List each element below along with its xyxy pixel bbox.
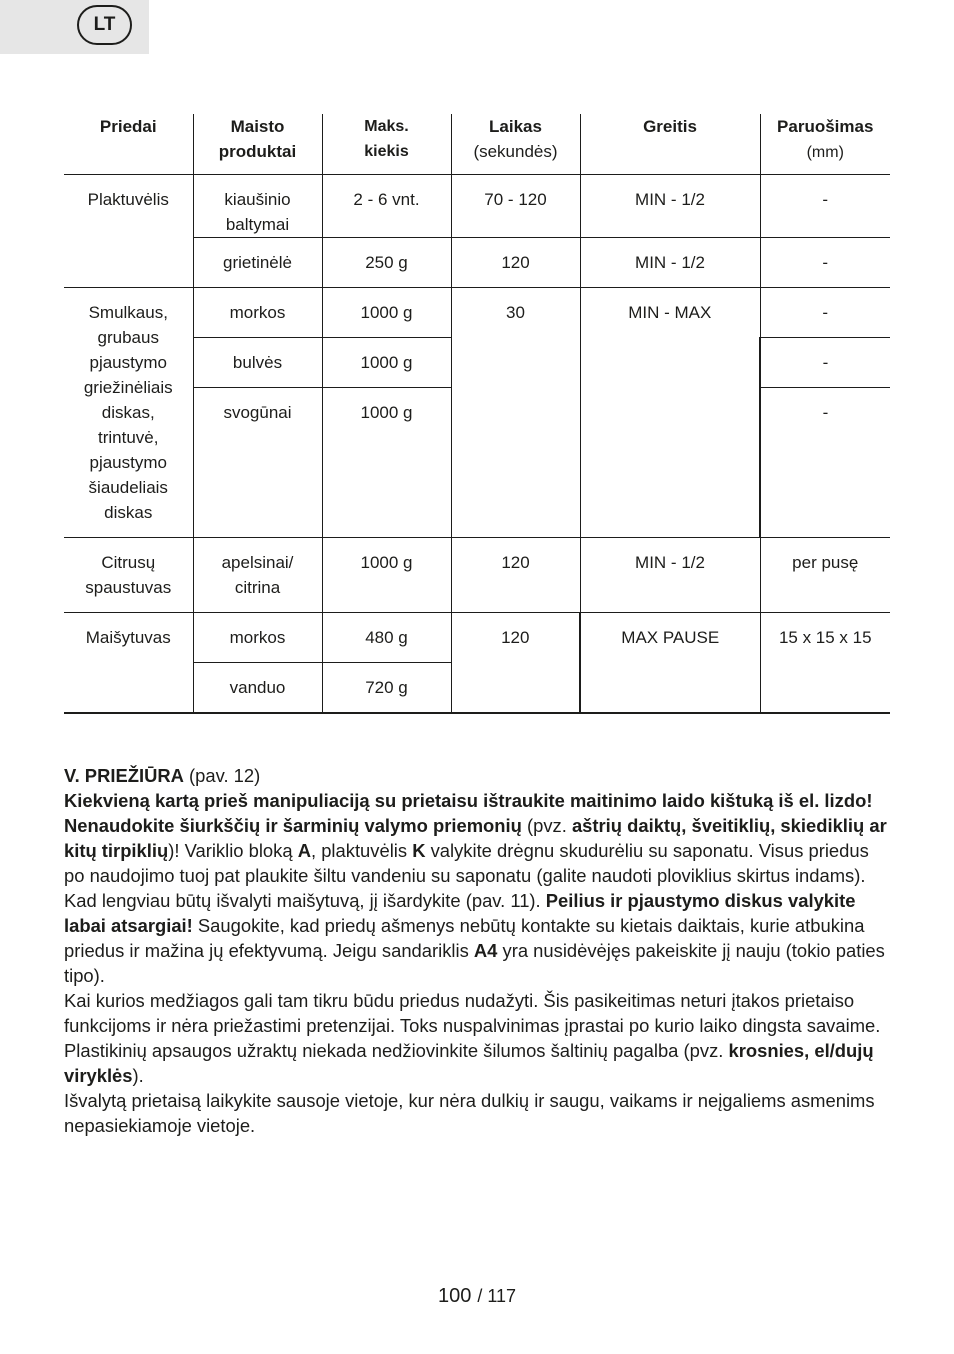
cell-qty: 480 g	[322, 613, 451, 663]
warning-unplug: Kiekvieną kartą prieš manipuliaciją su prietaisu ištraukite maitinimo laido kištuką iš el. lizdo! Nenaudokite šiurkščių ir šarminių valymo priemonių	[64, 790, 873, 836]
header-max-amount: Maks. kiekis	[322, 114, 451, 175]
cell-time: 70 - 120	[451, 175, 580, 238]
cell-time: 30	[451, 288, 580, 538]
table-row	[64, 613, 890, 663]
cell-time: 120	[451, 538, 580, 613]
cell-food: apelsinai/ citrina	[193, 538, 322, 613]
cell-prep: 15 x 15 x 15	[760, 613, 890, 714]
cell-prep: -	[760, 175, 890, 238]
warning-blades: Peilius ir pjaustymo diskus valykite labai atsargiai!	[64, 890, 856, 936]
section-figure-ref: (pav. 12)	[183, 765, 261, 786]
cell-qty: 1000 g	[322, 388, 451, 538]
cell-prep: -	[760, 288, 890, 338]
page-total: / 117	[477, 1286, 517, 1306]
text-span: yra nusidėvėjęs pakeiskite jį nauju (tokio paties tipo).	[64, 940, 885, 986]
page-number	[0, 1285, 954, 1308]
language-badge: LT	[77, 5, 132, 45]
text-span: valykite drėgnu skudurėliu su saponatu. Visus priedus po naudojimo tuoj pat plaukite šiltu vandeniu su saponatu (galite naudoti ploviklius skirtus indams). Kad lengviau būtų išvalyti maišytuvą, jį išardykite (pav. 11).	[64, 840, 869, 911]
cell-qty: 250 g	[322, 238, 451, 288]
cell-prep: per pusę	[760, 538, 890, 613]
text-bold: krosnies, el/dujų viryklės	[64, 1040, 874, 1086]
header-accessory: Priedai	[64, 114, 193, 175]
text-span: )! Variklio bloką	[168, 840, 298, 861]
cell-food: vanduo	[193, 663, 322, 714]
text-bold: aštrių daiktų, šveitiklių, skiediklių ar kitų tirpiklių	[64, 815, 887, 861]
cell-accessory: Maišytuvas	[64, 613, 193, 714]
cell-speed: MIN - 1/2	[580, 238, 760, 288]
cell-qty: 1000 g	[322, 288, 451, 338]
cell-time: 120	[451, 613, 580, 714]
text-span: , plaktuvėlis	[310, 840, 413, 861]
header-food: Maisto produktai	[193, 114, 322, 175]
cell-accessory: Smulkaus, grubaus pjaustymo griežinėliais diskas, trintuvė, pjaustymo šiaudeliais diskas	[64, 288, 193, 538]
cell-qty: 1000 g	[322, 538, 451, 613]
table-row	[64, 175, 890, 238]
text-span: ).	[132, 1065, 144, 1086]
cell-qty: 1000 g	[322, 338, 451, 388]
ref-a: A	[297, 840, 311, 861]
ref-a4: A4	[473, 940, 498, 961]
section-title: V. PRIEŽIŪRA	[64, 765, 184, 786]
paragraph-storage: Išvalytą prietaisą laikykite sausoje vietoje, kur nėra dulkių ir saugu, vaikams ir neįgaliems asmenims nepasiekiamoje vietoje.	[64, 1090, 875, 1136]
header-time: Laikas (sekundės)	[451, 114, 580, 175]
cell-speed: MIN - MAX	[580, 288, 760, 538]
cell-food: svogūnai	[193, 388, 322, 538]
ref-k: K	[412, 840, 426, 861]
table-header-row	[64, 114, 890, 175]
cell-prep: -	[760, 338, 890, 388]
cell-prep: -	[760, 238, 890, 288]
header-preparation: Paruošimas (mm)	[760, 114, 890, 175]
cell-food: kiaušinio baltymai	[193, 175, 322, 238]
language-tab	[0, 0, 149, 54]
cell-time: 120	[451, 238, 580, 288]
cell-accessory: Plaktuvėlis	[64, 175, 193, 288]
cell-qty: 720 g	[322, 663, 451, 714]
paragraph-staining	[64, 988, 894, 1088]
cell-speed: MAX PAUSE	[580, 613, 760, 714]
cell-speed: MIN - 1/2	[580, 538, 760, 613]
paragraph-cleaning	[64, 788, 894, 988]
table-row	[64, 288, 890, 338]
accessory-spec-table	[64, 114, 890, 714]
header-speed: Greitis	[580, 114, 760, 175]
cell-prep: -	[760, 388, 890, 538]
cell-food: morkos	[193, 288, 322, 338]
table-row	[64, 538, 890, 613]
cell-food: bulvės	[193, 338, 322, 388]
text-span: Kai kurios medžiagos gali tam tikru būdu priedus nudažyti. Šis pasikeitimas neturi įtakos prietaiso funkcijoms ir nėra priežastimi pretenzijai. Toks nuspalvinimas įprastai po kurio laiko dingsta savaime. Plastikinių apsaugos užraktų niekada nedžiovinkite šilumos šaltinių pagalba (pvz.	[64, 990, 881, 1061]
cell-food: grietinėlė	[193, 238, 322, 288]
cell-speed: MIN - 1/2	[580, 175, 760, 238]
page-current: 100	[437, 1285, 472, 1307]
cell-qty: 2 - 6 vnt.	[322, 175, 451, 238]
cell-food: morkos	[193, 613, 322, 663]
cell-accessory: Citrusų spaustuvas	[64, 538, 193, 613]
text-span: (pvz.	[521, 815, 572, 836]
maintenance-section	[64, 763, 894, 1138]
text-span: Saugokite, kad priedų ašmenys nebūtų kontakte su kietais daiktais, kurie atbukina priedus ir mažina jų efektyvumą. Jeigu sandariklis	[64, 915, 865, 961]
section-heading	[64, 763, 894, 788]
